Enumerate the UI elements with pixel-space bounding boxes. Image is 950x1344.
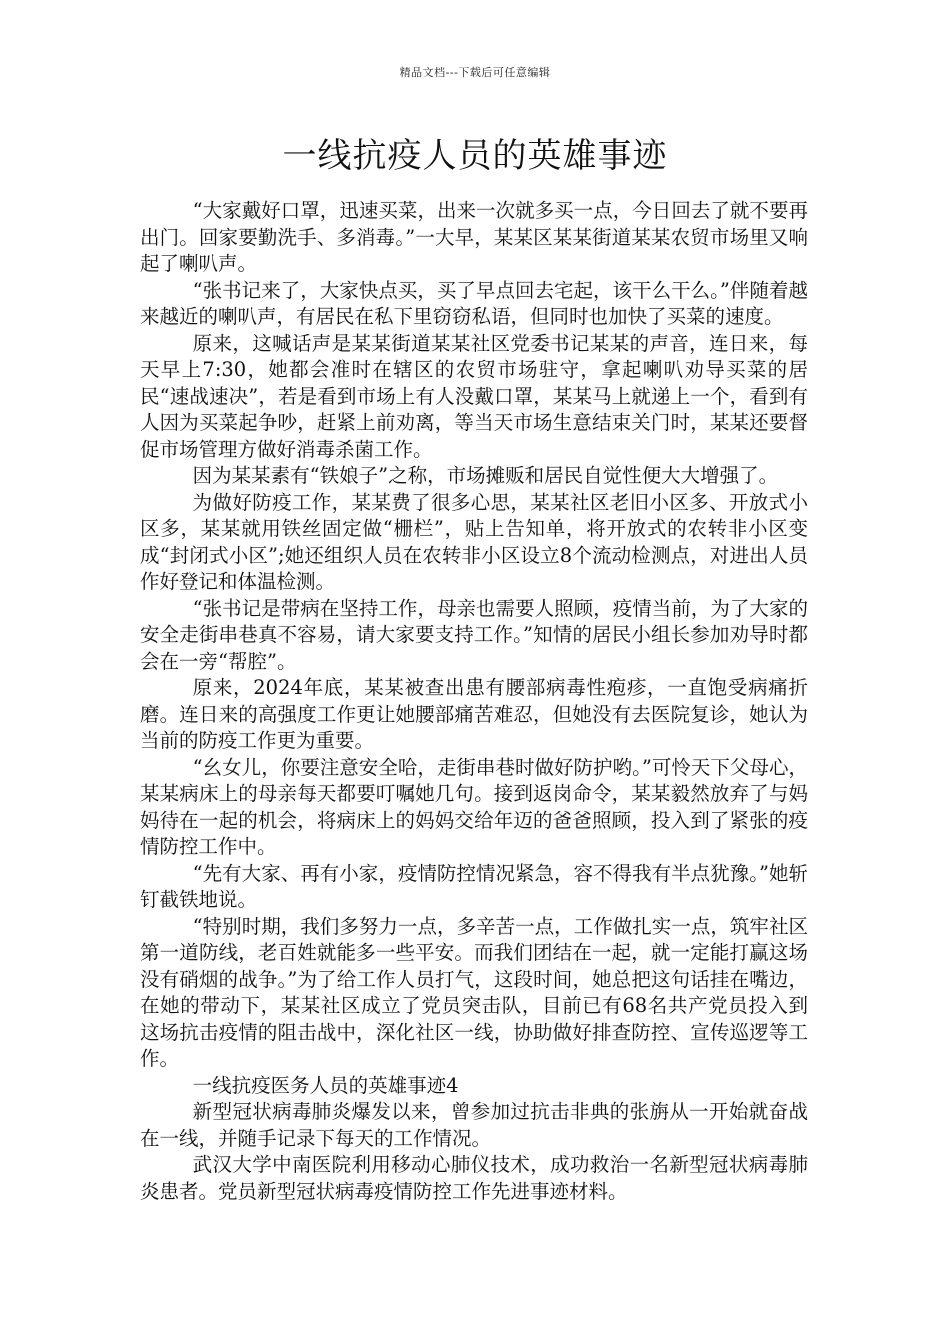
paragraph: “幺女儿，你要注意安全哈，走街串巷时做好防护哟。”可怜天下父母心，某某病床上的母亲每天都要叮嘱她几句。接到返岗命令，某某毅然放弃了与妈妈待在一起的机会，将病床上的妈妈交给年迈的爸爸照顾，投入到了紧张的疫情防控工作中。 [140,755,808,858]
paragraph: 新型冠状病毒肺炎爆发以来，曾参加过抗击非典的张旃从一开始就奋战在一线，并随手记录下每天的工作情况。 [140,1100,808,1150]
paragraph: “先有大家、再有小家，疫情防控情况紧急，容不得我有半点犹豫。”她斩钉截铁地说。 [140,861,808,911]
paragraph: 原来，这喊话声是某某街道某某社区党委书记某某的声音，连日来，每天早上7:30，她都会准时在辖区的农贸市场驻守，拿起喇叭劝导买菜的居民“速战速决”，若是看到市场上有人没戴口罩，某某马上就递上一个，看到有人因为买菜起争吵，赶紧上前劝离，等当天市场生意结束关门时，某某还要督促市场管理方做好消毒杀菌工作。 [140,331,808,461]
paragraph: 因为某某素有“铁娘子”之称，市场摊贩和居民自觉性便大大增强了。 [192,464,779,487]
page-header: 精品文档---下载后可任意编辑 [399,66,551,79]
paragraph: “大家戴好口罩，迅速买菜，出来一次就多买一点，今日回去了就不要再出门。回家要勤洗手、多消毒。”一大早，某某区某某街道某某农贸市场里又响起了喇叭声。 [140,199,808,275]
document-title: 一线抗疫人员的英雄事迹 [282,136,668,176]
paragraph: 武汉大学中南医院利用移动心肺仪技术，成功救治一名新型冠状病毒肺炎患者。党员新型冠状病毒疫情防控工作先进事迹材料。 [140,1153,808,1203]
section-heading: 一线抗疫医务人员的英雄事迹4 [192,1073,459,1097]
document-body [140,198,808,1205]
paragraph: “特别时期，我们多努力一点，多辛苦一点，工作做扎实一点，筑牢社区第一道防线，老百姓就能多一些平安。而我们团结在一起，就一定能打赢这场没有硝烟的战争。”为了给工作人员打气，这段时间，她总把这句话挂在嘴边，在她的带动下，某某社区成立了党员突击队，目前已有68名共产党员投入到这场抗击疫情的阻击战中，深化社区一线，协助做好排查防控、宣传巡逻等工作。 [140,914,808,1070]
paragraph: 为做好防疫工作，某某费了很多心思，某某社区老旧小区多、开放式小区多，某某就用铁丝固定做“栅栏”，贴上告知单，将开放式的农转非小区变成“封闭式小区”;她还组织人员在农转非小区设立8个流动检测点，对进出人员作好登记和体温检测。 [140,490,808,593]
paragraph: “张书记来了，大家快点买，买了早点回去宅起，该干么干么。”伴随着越来越近的喇叭声，有居民在私下里窃窃私语，但同时也加快了买菜的速度。 [140,278,808,328]
paragraph: “张书记是带病在坚持工作，母亲也需要人照顾，疫情当前，为了大家的安全走街串巷真不容易，请大家要支持工作。”知情的居民小组长参加劝导时都会在一旁“帮腔”。 [140,596,808,673]
paragraph: 原来，2024年底，某某被查出患有腰部病毒性疱疹，一直饱受病痛折磨。连日来的高强度工作更让她腰部痛苦难忍，但她没有去医院复诊，她认为当前的防疫工作更为重要。 [140,676,808,752]
